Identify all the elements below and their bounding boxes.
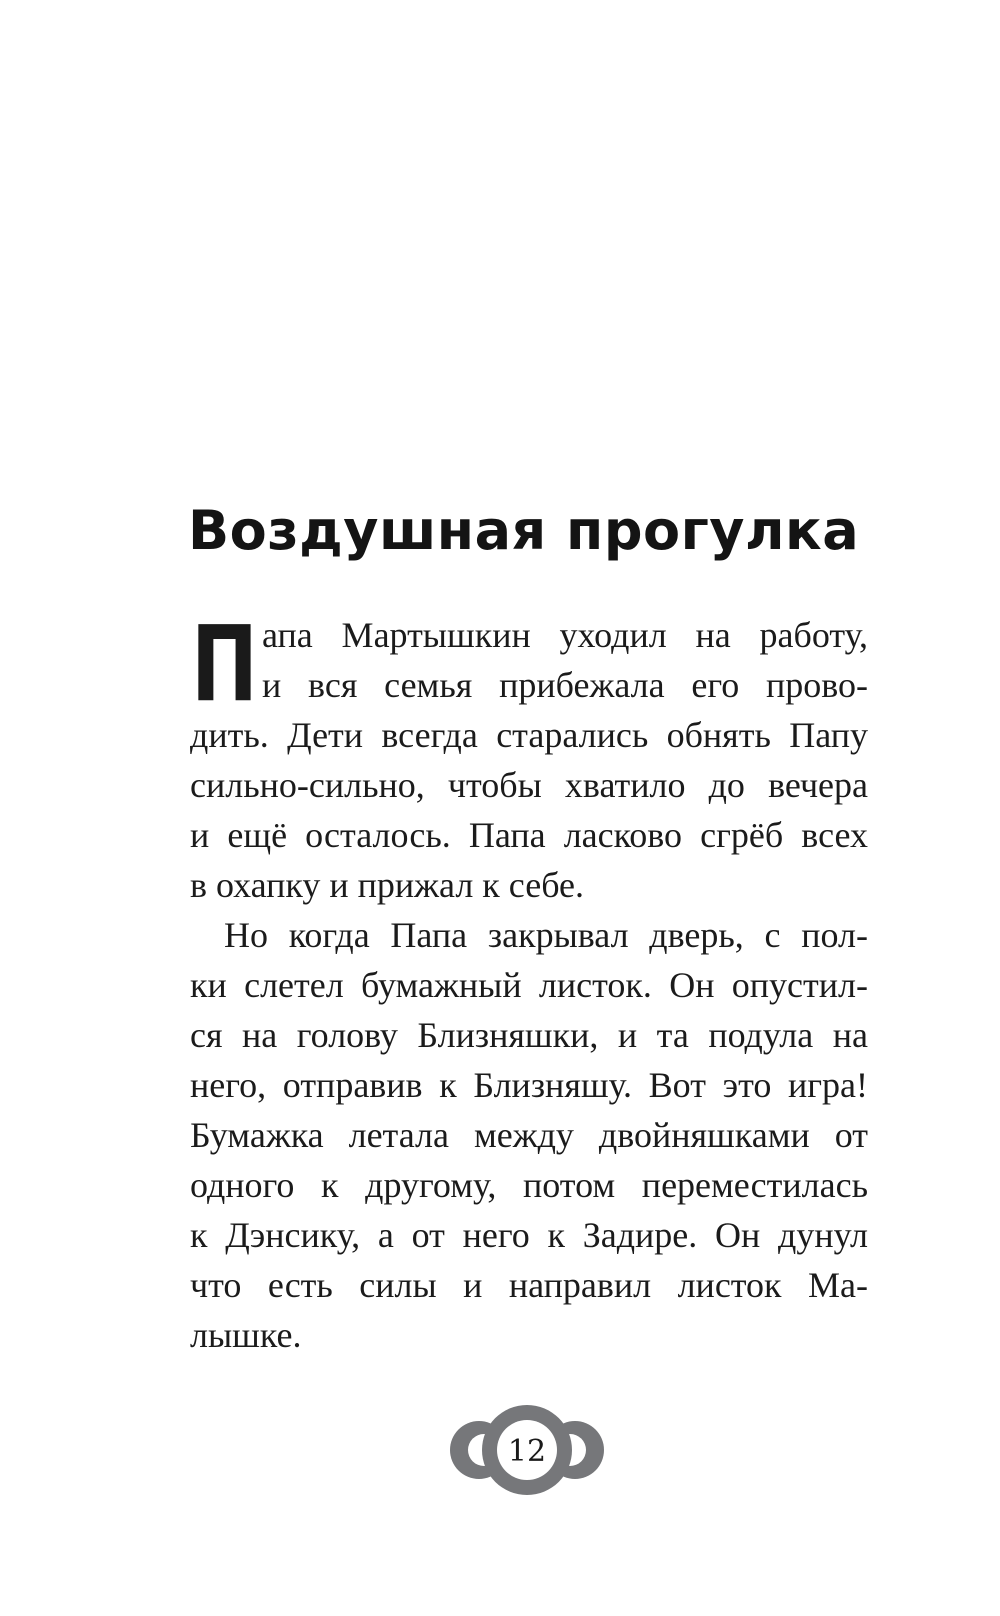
text-line: и ещё осталось. Папа ласково сгрёб всех [190,815,868,855]
paragraph [190,910,868,1360]
text-line: к Дэнсику, а от него к Задире. Он дунул [190,1215,868,1255]
text-line: апа Мартышкин уходил на работу, [262,615,868,655]
text-line: лышке. [190,1315,302,1355]
text-line: Бумажка летала между двойняшками от [190,1115,868,1155]
monkey-head-icon [427,1395,627,1505]
text-line: ки слетел бумажный листок. Он опустил- [190,965,868,1005]
drop-cap-letter: П [191,603,258,726]
page-number: 12 [507,1434,547,1469]
text-line: него, отправив к Близняшу. Вот это игра! [190,1065,868,1105]
text-line: одного к другому, потом переместилась [190,1165,868,1205]
drop-cap [191,603,258,726]
text-line: что есть силы и направил листок Ма- [190,1265,868,1305]
chapter-title: Воздушная прогулка [188,499,860,562]
text-line: и вся семья прибежала его прово- [262,665,868,705]
text-line: Но когда Папа закрывал дверь, с пол- [224,915,868,955]
paragraph [190,603,868,910]
text-line: сильно-сильно, чтобы хватило до вечера [190,765,868,805]
monkey-head-page-ornament [427,1395,627,1505]
text-line: дить. Дети всегда старались обнять Папу [190,715,868,755]
text-line: в охапку и прижал к себе. [190,865,585,905]
text-line: ся на голову Близняшки, и та подула на [190,1015,868,1055]
body-text [190,603,868,1360]
